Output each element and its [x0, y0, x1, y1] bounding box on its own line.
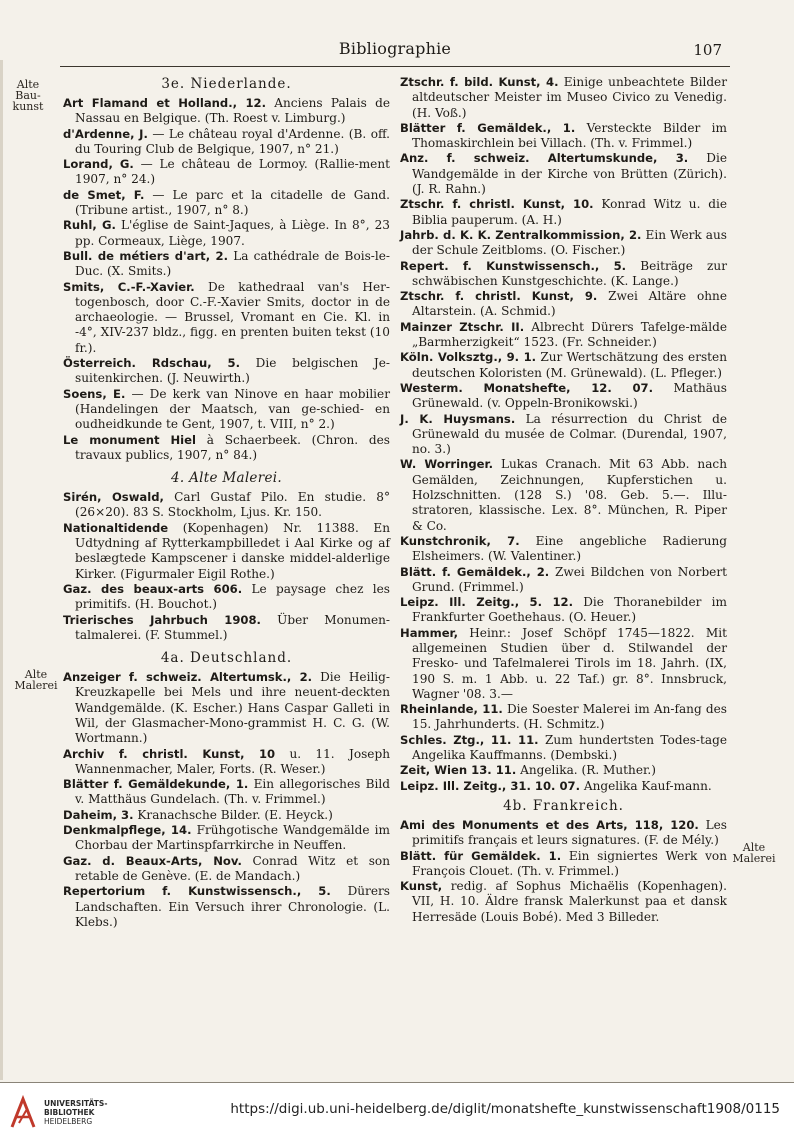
entry-text: Frühgotische Wandgemälde im Chorbau der Martinspfarrkirche in Neuffen.: [75, 823, 390, 853]
bibliography-entry: [400, 75, 727, 121]
entry-source: Repertorium f. Kunstwissensch., 5.: [63, 884, 331, 899]
entry-text: Albrecht Dürers Tafelge-mälde „Barmherzigkeit“ 1523. (Fr. Schneider.): [412, 319, 727, 350]
entry-source: Jahrb. d. K. K. Zentralkommission, 2.: [400, 227, 642, 242]
margin-note-alte-malerei-right: [730, 842, 778, 864]
entry-text: Über Monumen-talmalerei. (F. Stummel.): [75, 612, 390, 642]
entry-text: u. 11. Joseph Wannenmacher, Maler, Forts. (R. Weser.): [75, 746, 390, 776]
entry-text: — Le parc et la citadelle de Gand. (Tribune artist., 1907, n° 8.): [75, 187, 390, 218]
entry-source: Leipz. Ill. Zeitg., 5. 12.: [400, 595, 573, 610]
entry-text: Angelika Kauf-mann.: [580, 778, 712, 793]
margin-note-alte-malerei-left: [14, 669, 58, 691]
entry-text: — De kerk van Ninove en haar mobilier (Handelingen der Maatsch, van ge-schied- en oudheidkunde te Gent, 1907, t. VIII, n° 2.): [75, 386, 390, 432]
entry-text: Zum hundertsten Todes-tage Angelika Kauffmanns. (Dembski.): [412, 732, 727, 763]
permalink-url[interactable]: https://digi.ub.uni-heidelberg.de/diglit/monatshefte_kunstwissenschaft1908/0115: [230, 1101, 780, 1117]
bibliography-entry: [63, 854, 390, 885]
bibliography-entry: [400, 626, 727, 702]
entry-text: Die Heilig-Kreuzkapelle bei Mels und ihre neuent-deckten Wandgemälde. (K. Escher.) Hans Caspar Galleti in Wil, der Glasmacher-Mono-grammist H. C. G. (W. Wortmann.): [75, 670, 391, 746]
entry-source: Trierisches Jahrbuch 1908.: [63, 612, 261, 627]
entry-source: Hammer,: [400, 625, 458, 640]
entry-source: Blätter f. Gemäldekunde, 1.: [63, 777, 249, 792]
entry-text: Ein signiertes Werk von François Clouet. (Th. v. Frimmel.): [412, 848, 727, 878]
entry-source: Blätter f. Gemäldek., 1.: [400, 120, 576, 135]
bibliography-entry: [63, 127, 390, 158]
bibliography-entry: [63, 188, 390, 219]
university-library-logo-icon: [8, 1095, 38, 1129]
bibliography-entry: [63, 823, 390, 854]
entry-text: Anciens Palais de Nassau en Belgique. (Th. Roest v. Limburg.): [75, 96, 390, 126]
entry-source: de Smet, F.: [63, 187, 145, 202]
entry-text: L'église de Saint-Jaques, à Liège. In 8°, 23 pp. Cormeaux, Liège, 1907.: [75, 218, 390, 248]
bibliography-entry: [400, 534, 727, 565]
margin-note-line: Malerei: [732, 852, 776, 865]
bibliography-entry: [400, 151, 727, 197]
entry-source: Blätt. f. Gemäldek., 2.: [400, 564, 550, 579]
left-column: [63, 75, 390, 930]
entry-source: Lorand, G.: [63, 157, 134, 172]
section-heading-deutschland: 4a. Deutschland.: [160, 650, 293, 667]
entry-text: Zwei Altäre ohne Altarstein. (A. Schmid.): [412, 289, 727, 319]
entry-source: Anz. f. schweiz. Altertumskunde, 3.: [400, 151, 689, 166]
bibliography-entry: [400, 779, 727, 794]
entry-text: — Le château royal d'Ardenne. (B. off. du Touring Club de Belgique, 1907, n° 21.): [75, 126, 390, 156]
entry-source: Repert. f. Kunstwissensch., 5.: [400, 258, 627, 273]
entry-source: Köln. Volksztg., 9. 1.: [400, 350, 537, 365]
entry-source: Ztschr. f. christl. Kunst, 10.: [400, 197, 594, 212]
entry-source: Bull. de métiers d'art, 2.: [63, 248, 228, 263]
entry-source: Mainzer Ztschr. II.: [400, 319, 525, 334]
bibliography-entry: [63, 356, 390, 387]
right-column: [400, 75, 727, 925]
entry-text: De kathedraal van's Her-togenbosch, door C.-F.-Xavier Smits, doctor in de archaeologie. — Brussel, Vromant en Cie. Kl. in -4°, XIV-237 bldz., figg. en prenten buiten tekst (10 fr.).: [75, 279, 390, 355]
running-title: Bibliographie: [338, 39, 452, 58]
entry-source: Archiv f. christl. Kunst, 10: [63, 746, 276, 761]
margin-note-line: Malerei: [14, 679, 58, 692]
entry-text: Einige unbeachtete Bilder altdeutscher Meister im Museo Civico zu Venedig. (H. Voß.): [412, 75, 727, 120]
library-name-line: UNIVERSITÄTS-: [44, 1099, 108, 1108]
entry-source: Daheim, 3.: [63, 807, 134, 822]
entry-text: Die Wandgemälde in der Kirche von Brütten (Zürich). (J. R. Rahn.): [412, 151, 727, 197]
entry-text: Angelika. (R. Muther.): [516, 763, 656, 778]
entry-source: Kunst,: [400, 879, 443, 894]
entry-list-frankreich: [400, 818, 727, 925]
entry-source: Ami des Monuments et des Arts, 118, 120.: [400, 817, 699, 832]
page-spine-shadow: [0, 60, 3, 1080]
entry-text: Konrad Witz u. die Biblia pauperum. (A. H.): [412, 197, 728, 227]
bibliography-entry: [63, 670, 390, 746]
bibliography-entry: [63, 808, 390, 823]
bibliography-entry: [63, 433, 390, 464]
entry-source: Nationaltidende: [63, 520, 169, 535]
bibliography-entry: [63, 747, 390, 778]
entry-source: Gaz. d. Beaux-Arts, Nov.: [63, 853, 242, 868]
bibliography-entry: [400, 595, 727, 626]
entry-text: Le paysage chez les primitifs. (H. Bouchot.): [75, 581, 390, 612]
entry-source: Ruhl, G.: [63, 218, 116, 233]
page-number: 107: [693, 41, 722, 59]
entry-text: Zur Wertschätzung des ersten deutschen Koloristen (M. Grünewald). (L. Pfleger.): [412, 350, 727, 380]
library-name: [44, 1099, 107, 1126]
bibliography-entry: [400, 818, 727, 849]
entry-text: Heinr.: Josef Schöpf 1745—1822. Mit allgemeinen Studien über d. Stilwandel der Fresko- und Tafelmalerei Tirols im 18. Jahrh. (IX, 190 S. m. 1 Abb. u. 22 Taf.) gr. 8°. Innsbruck, Wagner '08. 3.—: [412, 625, 727, 701]
entry-source: Sirén, Oswald,: [63, 490, 164, 505]
bibliography-entry: [400, 457, 727, 533]
entry-source: Anzeiger f. schweiz. Altertumsk., 2.: [63, 670, 313, 685]
bibliography-entry: [63, 157, 390, 188]
bibliography-entry: [400, 412, 727, 458]
entry-text: Die Thoranebilder im Frankfurter Goethehaus. (O. Heuer.): [412, 595, 727, 625]
bibliography-entry: [63, 582, 390, 613]
entry-text: La cathédrale de Bois-le-Duc. (X. Smits.): [75, 248, 390, 279]
bibliography-entry: [400, 565, 727, 596]
entry-source: Österreich. Rdschau, 5.: [63, 356, 240, 371]
section-heading-alte-malerei: 4. Alte Malerei.: [171, 470, 282, 487]
entry-text: Die Soester Malerei im An-fang des 15. Jahrhunderts. (H. Schmitz.): [412, 702, 727, 732]
entry-source: Kunstchronik, 7.: [400, 533, 520, 548]
entry-source: Blätt. für Gemäldek. 1.: [400, 848, 562, 863]
bibliography-entry: [400, 849, 727, 880]
entry-text: — Le château de Lormoy. (Rallie-ment 1907, n° 24.): [75, 157, 390, 187]
bibliography-entry: [400, 121, 727, 152]
entry-text: Eine angebliche Radierung Elsheimers. (W. Valentiner.): [412, 533, 727, 564]
entry-text: La résurrection du Christ de Grünewald du musée de Colmar. (Durendal, 1907, no. 3.): [412, 411, 727, 457]
entry-source: Ztschr. f. christl. Kunst, 9.: [400, 289, 598, 304]
bibliography-entry: [400, 350, 727, 381]
entry-source: Schles. Ztg., 11. 11.: [400, 732, 539, 747]
margin-note-line: Alte Bau-: [15, 78, 41, 102]
entry-text: Versteckte Bilder im Thomaskirchlein bei Villach. (Th. v. Frimmel.): [412, 120, 727, 151]
entry-text: Kranachsche Bilder. (E. Heyck.): [133, 807, 333, 822]
bibliography-entry: [63, 521, 390, 582]
entry-source: Zeit, Wien 13. 11.: [400, 763, 517, 778]
entry-text: Mathäus Grünewald. (v. Oppeln-Bronikowski.): [412, 380, 727, 411]
bibliography-entry: [400, 320, 727, 351]
entry-text: Carl Gustaf Pilo. En studie. 8° (26×20). 83 S. Stockholm, Ljus. Kr. 150.: [75, 490, 390, 520]
section-heading-frankreich: 4b. Frankreich.: [503, 797, 624, 814]
entry-list-deutschland-continued: [400, 75, 727, 794]
bibliography-entry: [400, 381, 727, 412]
entry-text: Beiträge zur schwäbischen Kunstgeschichte. (K. Lange.): [412, 258, 727, 288]
entry-source: Soens, E.: [63, 386, 126, 401]
bibliography-entry: [63, 280, 390, 356]
bibliography-entry: [63, 884, 390, 930]
entry-text: Lukas Cranach. Mit 63 Abb. nach Gemälden, Zeichnungen, Kupferstichen u. Holzschnitten. (128 S.) '08. Geb. 5.—. Illu-stratoren, klassische. Lex. 8°. München, R. Piper & Co.: [412, 457, 727, 533]
entry-text: Les primitifs français et leurs signatures. (F. de Mély.): [412, 817, 727, 848]
entry-source: Smits, C.-F.-Xavier.: [63, 279, 195, 294]
bibliography-entry: [63, 777, 390, 808]
margin-note-line: Alte: [742, 841, 766, 854]
entry-source: Ztschr. f. bild. Kunst, 4.: [400, 75, 559, 89]
entry-text: à Schaerbeek. (Chron. des travaux publics, 1907, n° 84.): [75, 432, 390, 462]
entry-source: Le monument Hiel: [63, 432, 196, 447]
margin-note-line: kunst: [12, 100, 44, 113]
bibliography-entry: [400, 228, 727, 259]
entry-text: Conrad Witz et son retable de Genève. (E. de Mandach.): [75, 853, 390, 883]
entry-text: redig. af Sophus Michaëlis (Kopenhagen). VII, H. 10. Äldre fransk Malerkunst paa et dansk Herresäde (Louis Bobé). Med 3 Billeder.: [412, 879, 727, 924]
entry-text: (Kopenhagen) Nr. 11388. En Udtydning af Rytterkampbilledet i Aal Kirke og af beslægtede Kampscener i danske middel-alderlige Kirker. (Figurmaler Eigil Rothe.): [75, 520, 390, 581]
entry-source: Leipz. Ill. Zeitg., 31. 10. 07.: [400, 778, 581, 793]
entry-source: Art Flamand et Holland., 12.: [63, 96, 267, 110]
bibliography-entry: [63, 96, 390, 127]
page-header: [60, 36, 730, 67]
bibliography-entry: [400, 197, 727, 228]
entry-list-alte-malerei: [63, 490, 390, 643]
entry-text: Ein allegorisches Bild v. Matthäus Gundelach. (Th. v. Frimmel.): [75, 777, 390, 807]
bibliography-entry: [63, 490, 390, 521]
entry-source: Westerm. Monatshefte, 12. 07.: [400, 380, 653, 395]
bibliography-entry: [400, 259, 727, 290]
margin-note-line: Alte: [24, 668, 48, 681]
entry-source: Gaz. des beaux-arts 606.: [63, 581, 243, 596]
bibliography-entry: [63, 613, 390, 644]
entry-text: Dürers Landschaften. Ein Versuch ihrer Chronologie. (L. Klebs.): [75, 884, 390, 929]
library-name-line: HEIDELBERG: [44, 1117, 93, 1126]
entry-source: W. Worringer.: [400, 457, 494, 472]
entry-source: d'Ardenne, J.: [63, 126, 148, 141]
bibliography-entry: [400, 879, 727, 925]
entry-source: Denkmalpflege, 14.: [63, 823, 192, 838]
bibliography-entry: [400, 733, 727, 764]
bibliography-entry: [400, 702, 727, 733]
entry-list-niederlande: [63, 96, 390, 463]
bibliography-entry: [63, 218, 390, 249]
entry-text: Ein Werk aus der Schule Zeitbloms. (O. Fischer.): [412, 227, 727, 258]
library-name-line: BIBLIOTHEK: [44, 1108, 95, 1117]
section-heading-niederlande: 3e. Niederlande.: [161, 76, 292, 92]
bibliography-entry: [400, 289, 727, 320]
entry-text: Zwei Bildchen von Norbert Grund. (Frimmel.): [412, 564, 727, 594]
entry-source: J. K. Huysmans.: [400, 411, 516, 426]
entry-source: Rheinlande, 11.: [400, 702, 503, 717]
bibliography-entry: [63, 249, 390, 280]
margin-note-alte-baukunst: [6, 79, 50, 112]
entry-list-deutschland: [63, 670, 390, 930]
entry-text: Die belgischen Je-suitenkirchen. (J. Neuwirth.): [75, 356, 390, 386]
footer-bar: [0, 1083, 794, 1143]
bibliography-entry: [63, 387, 390, 433]
bibliography-entry: [400, 763, 727, 778]
